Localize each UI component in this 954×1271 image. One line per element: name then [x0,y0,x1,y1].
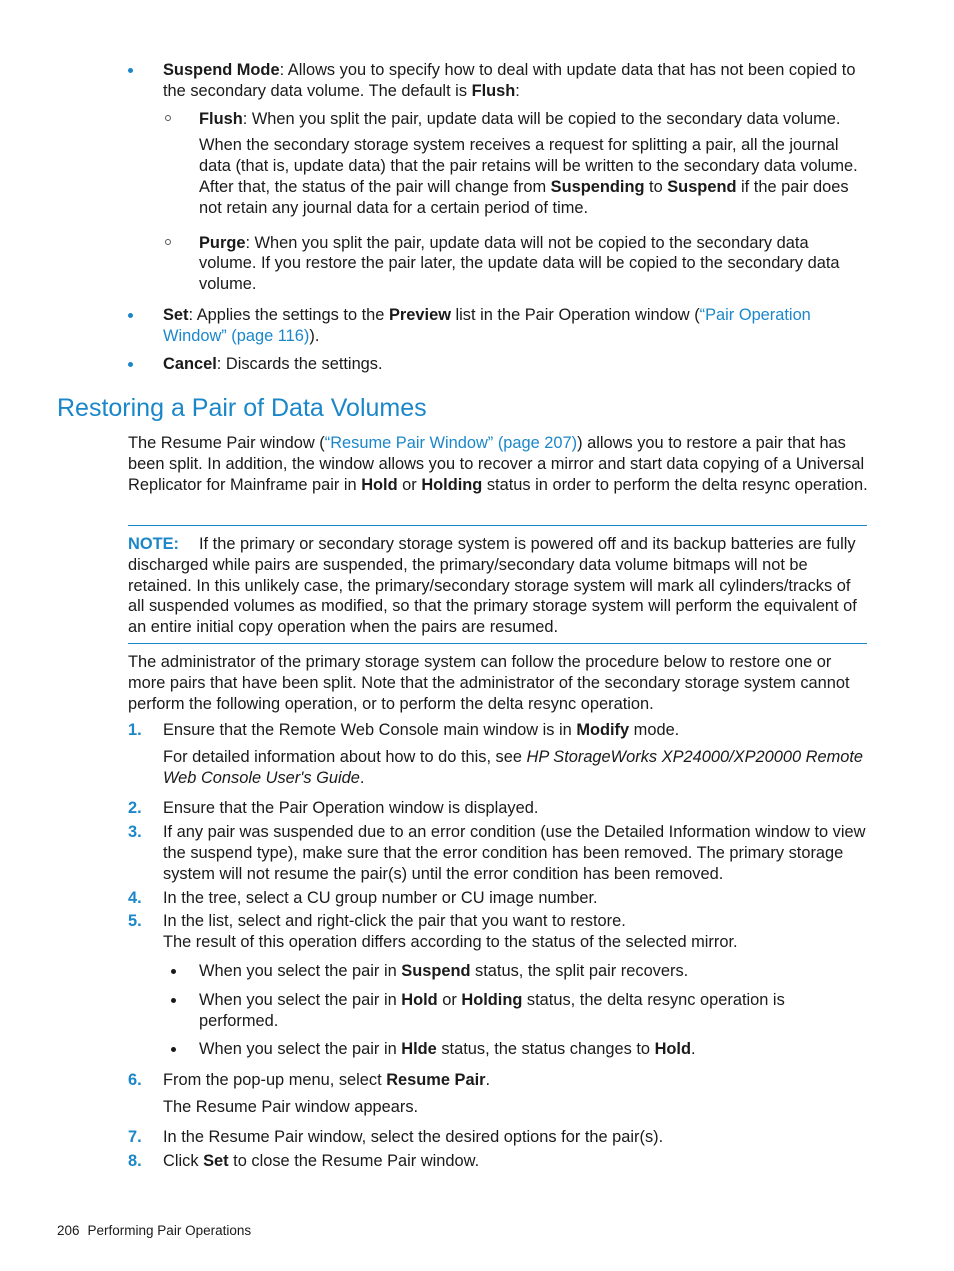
bullet-icon [128,313,133,318]
step-1 [128,720,868,788]
step-number: 6. [128,1071,142,1090]
step-5 [128,911,868,1060]
step-number: 4. [128,888,142,907]
term-flush: Flush [199,109,243,128]
step-6-detail: The Resume Pair window appears. [163,1097,419,1116]
list-item-set [128,305,868,347]
step-text-second-line: The result of this operation differs according to the status of the selected mirror. [163,933,738,952]
step-text-end: mode. [629,721,680,739]
step-number: 2. [128,799,142,818]
step-number: 7. [128,1127,142,1146]
step-text: In the list, select and right-click the pair that you want to restore. [163,912,626,931]
punct: . [359,768,365,787]
options-list [128,60,868,381]
step-text: Ensure that the Remote Web Console main window is in [163,721,577,739]
punct: : [515,81,520,100]
step-text: From the pop-up menu, select [163,1071,387,1090]
punct: ). [309,326,320,345]
bullet-text-end: status, the split pair recovers. [470,961,689,980]
step-4 [128,888,868,909]
bullet-icon [128,68,133,73]
step-2 [128,798,868,819]
cancel-desc: : Discards the settings. [216,354,383,373]
flush-detail-text-end: if the pair does not retain any journal data for a certain period of time. [199,177,849,217]
term-suspend: Suspend [667,177,737,196]
step-5-bullet-hold [163,990,868,1032]
chapter-title: Performing Pair Operations [87,1223,252,1238]
term-holding: Holding [421,475,483,494]
text-or: or [437,990,462,1009]
step-8 [128,1151,868,1172]
term-hold: Hold [654,1040,691,1059]
text-to: to [644,177,668,196]
bullet-icon [128,362,133,367]
step-number: 1. [128,721,142,739]
note-box [128,525,867,644]
circle-bullet-icon [165,239,171,245]
step-3 [128,822,868,884]
flush-detail-paragraph [199,135,868,218]
section-intro [128,433,868,495]
guide-title: HP StorageWorks XP24000/XP20000 Remote Web Console User's Guide [163,747,864,787]
section-title: Restoring a Pair of Data Volumes [57,394,427,422]
term-set: Set [203,1151,229,1170]
term-modify: Modify [576,721,630,739]
bullet-text: When you select the pair in [199,990,402,1009]
step-text-end: to close the Resume Pair window. [228,1151,480,1170]
circle-bullet-icon [165,115,171,121]
purge-desc: : When you split the pair, update data will not be copied to the secondary data volume. If you restore the pair later, the update data will be copied to the secondary data volume. [199,233,840,294]
term-hold: Hold [401,990,438,1009]
term-suspend: Suspend [401,961,471,980]
set-desc: : Applies the settings to the [188,305,389,324]
step-text: In the tree, select a CU group number or CU image number. [163,888,598,907]
bullet-icon [171,969,176,974]
step-text: Click [163,1151,204,1170]
step-number: 3. [128,823,142,842]
punct: . [690,1040,696,1059]
term-flush-default: Flush [471,81,516,100]
step-number: 5. [128,912,142,931]
intro-text-end: status in order to perform the delta resync operation. [482,475,868,494]
step-detail-text: For detailed information about how to do this, see [163,747,527,766]
flush-desc: : When you split the pair, update data will be copied to the secondary data volume. [242,109,841,128]
list-item-cancel [128,354,868,375]
term-purge: Purge [199,233,246,252]
term-hold: Hold [361,475,398,494]
term-cancel: Cancel [163,354,217,373]
pair-operation-window-link[interactable]: “Pair Operation Window” (page 116) [163,305,811,345]
term-suspending: Suspending [550,177,645,196]
resume-pair-window-link[interactable]: “Resume Pair Window” (page 207) [324,434,578,452]
term-hlde: Hlde [401,1040,437,1059]
term-holding: Holding [461,990,523,1009]
punct: . [485,1071,491,1090]
bullet-text: When you select the pair in [199,961,402,980]
bullet-icon [171,998,176,1003]
text-or: or [397,475,422,494]
procedure-intro: The administrator of the primary storage system can follow the procedure below to restore one or more pairs that have been split. Note that the administrator of the secondary storage system cannot perform the following operation, or to perform the delta resync operation. [128,653,850,713]
step-text: Ensure that the Pair Operation window is displayed. [163,799,539,818]
sub-item-flush [163,109,868,219]
step-7 [128,1127,868,1148]
term-suspend-mode: Suspend Mode [163,61,280,79]
bullet-text-mid: status, the status changes to [436,1040,655,1059]
note-label: NOTE: [128,535,179,553]
step-5-bullet-hlde [163,1039,868,1060]
intro-text: The Resume Pair window ( [128,434,325,452]
step-text: In the Resume Pair window, select the desired options for the pair(s). [163,1127,664,1146]
flush-detail-text: When the secondary storage system receives a request for splitting a pair, all the journal data (that is, update data) that the pair retains will be written to the secondary data volume. After that, the status of the pair will change from [199,136,858,196]
note-text: If the primary or secondary storage system is powered off and its backup batteries are fully discharged while pairs are suspended, the primary/secondary data volume bitmaps will not be retained. In this unlikely case, the primary/secondary storage system will mark all cylinders/tracks of all suspended volumes as modified, so that the primary storage system will perform the equivalent of an entire initial copy operation when the pairs are resumed. [128,535,857,637]
procedure-steps [128,720,868,1174]
step-5-bullet-suspend [163,961,868,982]
term-set: Set [163,305,189,324]
term-resume-pair: Resume Pair [386,1071,486,1090]
page-footer [57,1222,251,1240]
term-preview: Preview [388,305,451,324]
intro-text-cont: ) allows you to restore a pair that has been split. In addition, the window allows you to recover a mirror and start data copying of a Universal Replicator for Mainframe pair in [128,434,865,494]
step-number: 8. [128,1151,142,1170]
step-1-detail [163,747,868,789]
suspend-mode-desc: : Allows you to specify how to deal with update data that has not been copied to the secondary data volume. The default is [163,61,856,100]
step-6 [128,1070,868,1118]
bullet-text: When you select the pair in [199,1040,402,1059]
sub-item-purge [163,233,868,295]
list-item-suspend-mode [128,60,868,295]
page-number: 206 [57,1223,80,1238]
bullet-icon [171,1047,176,1052]
step-text: If any pair was suspended due to an error condition (use the Detailed Information window to view the suspend type), make sure that the error condition has been removed. The primary storage system will not resume the pair(s) until the error condition has been removed. [163,823,866,883]
set-desc-cont: list in the Pair Operation window ( [450,305,700,324]
bullet-text-end: status, the delta resync operation is performed. [199,990,785,1030]
